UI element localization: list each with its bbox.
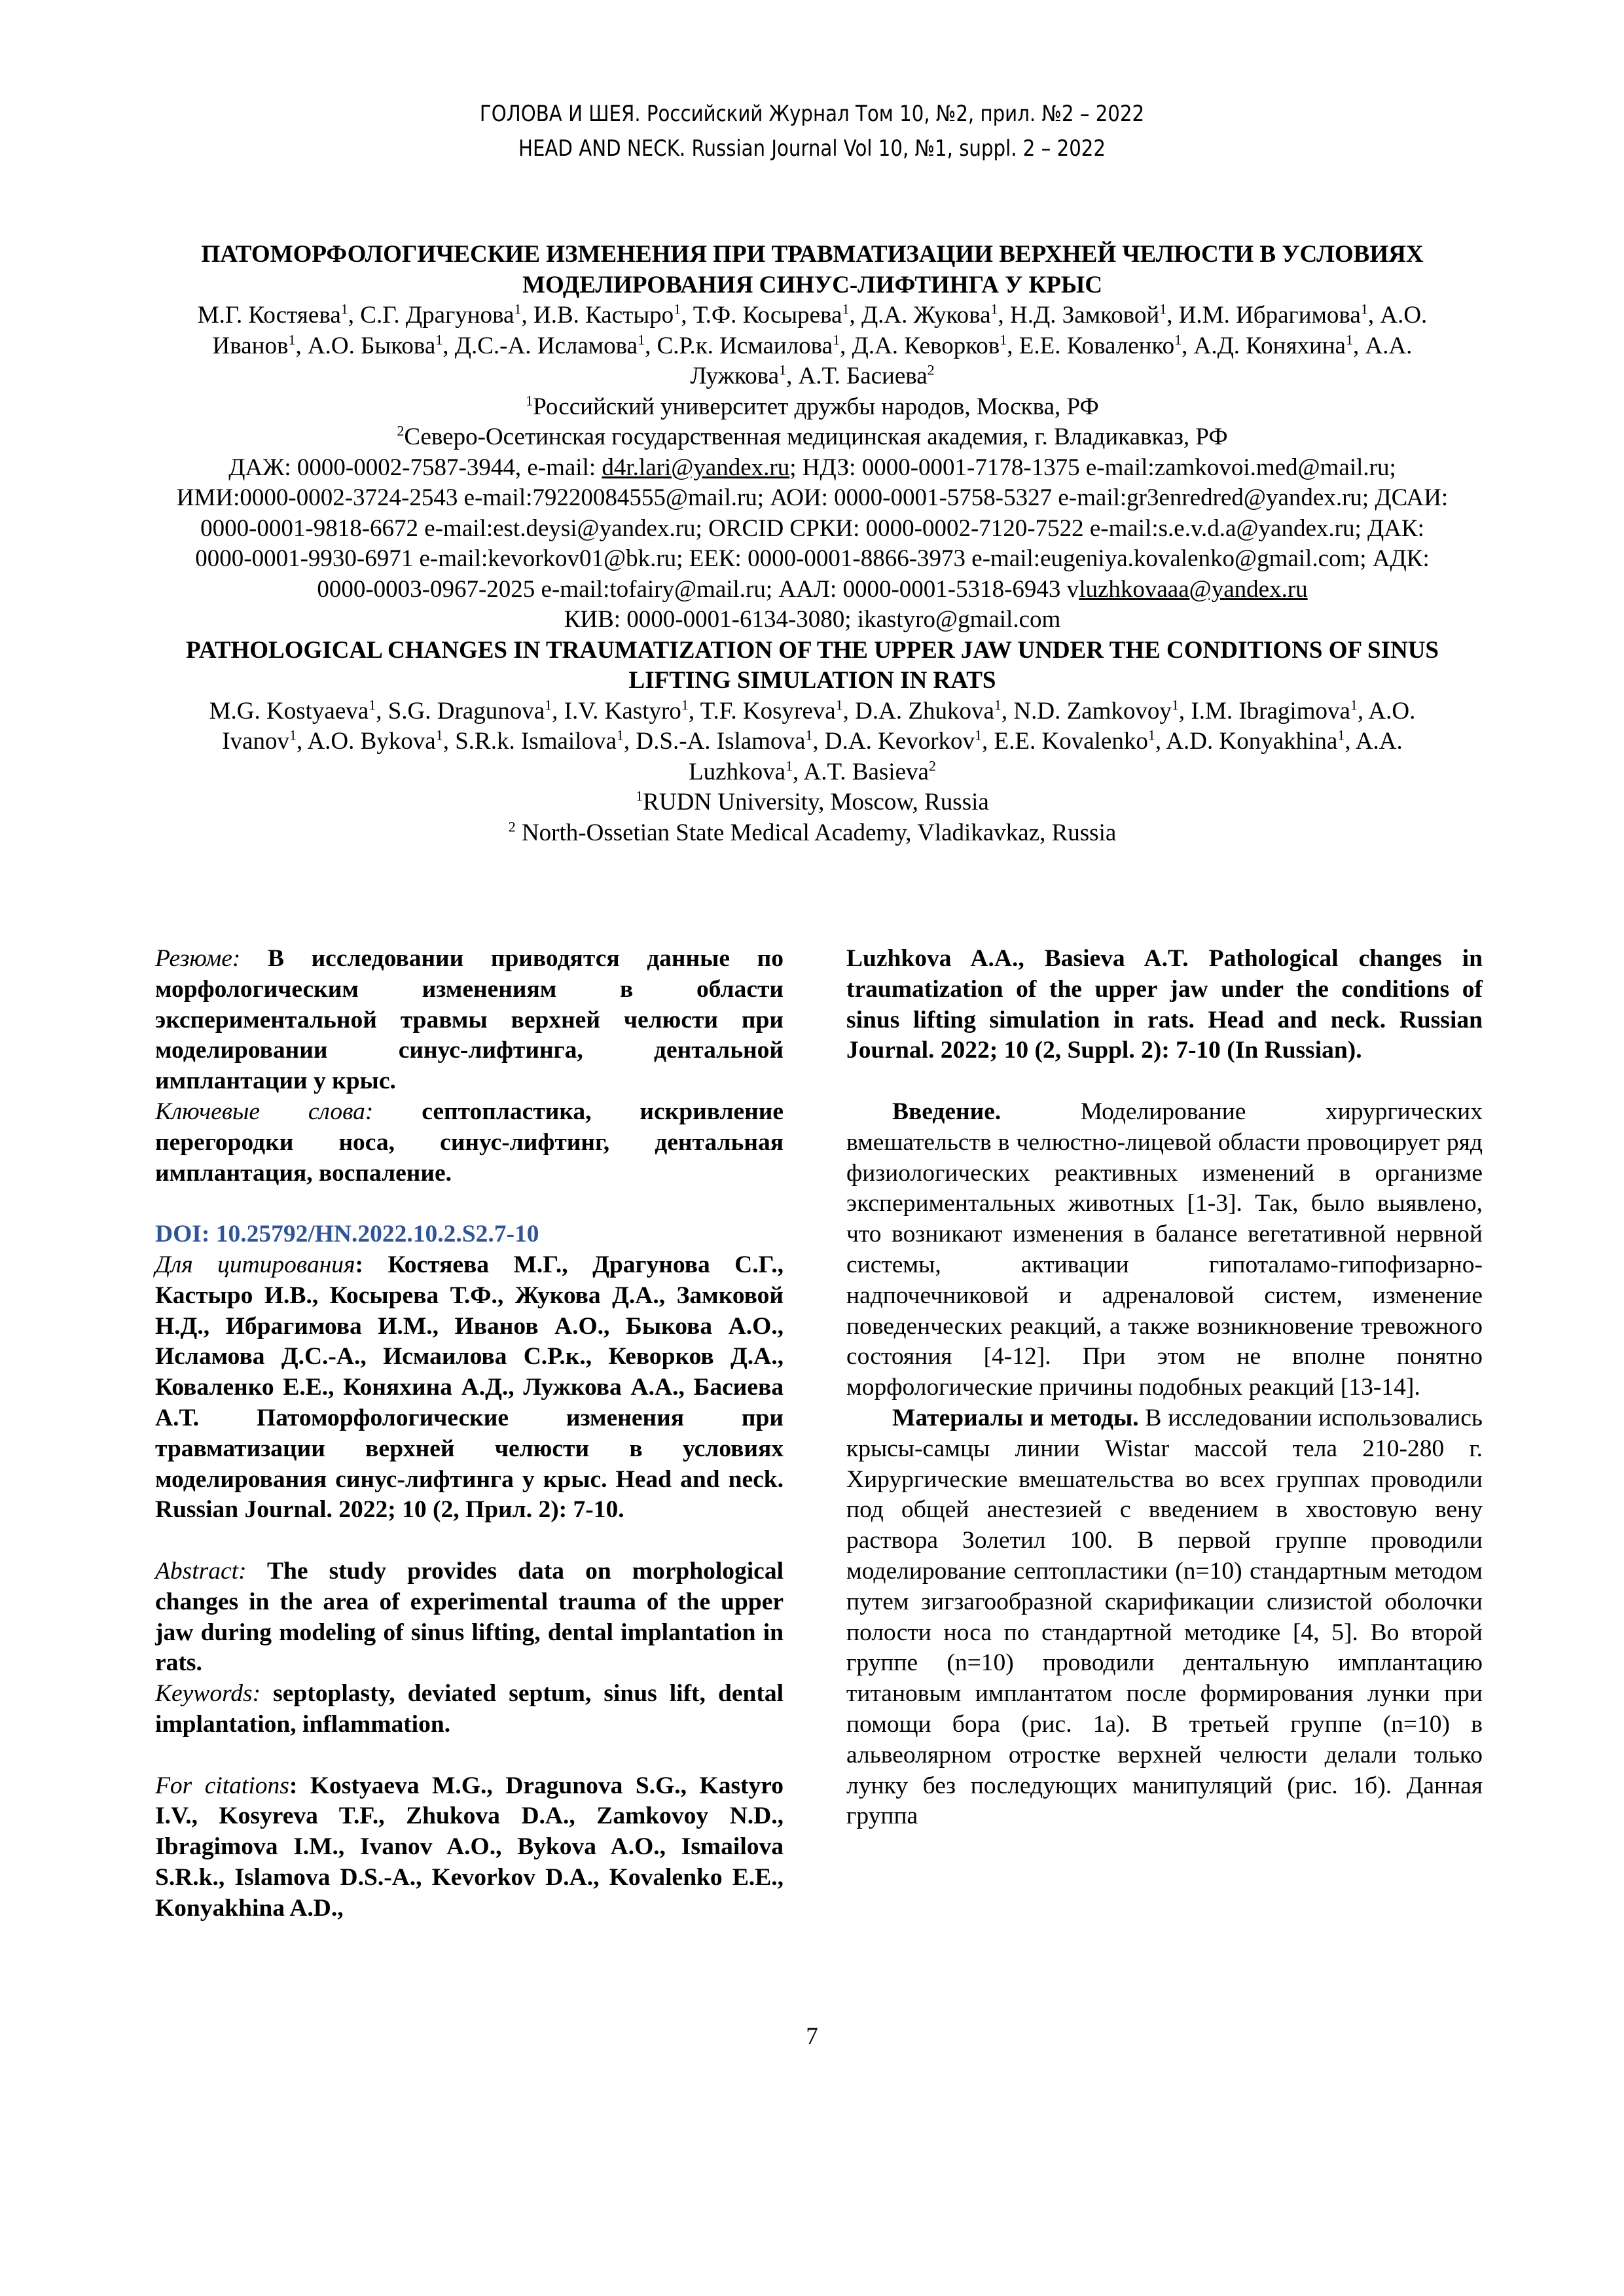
author: А.О. Быкова [307, 332, 436, 359]
resume-ru: Резюме: В исследовании приводятся данные по морфологическим изменениям в области экспериментальной травмы верхней челюсти при моделировании синус-лифтинга, дентальной имплантации у крыс. [155, 945, 784, 1095]
author: И.М. Ибрагимова [1178, 302, 1361, 329]
email-link-daj[interactable]: d4r.lari@yandex.ru [602, 454, 790, 481]
introduction-heading: Введение. [892, 1098, 1001, 1125]
author: А.О. Иванов [212, 302, 1428, 359]
citation-en: For citations: Kostyaeva M.G., Dragunova S.G., Kastyro I.V., Kosyreva T.F., Zhukova D.A., Zamkovoy N.D., Ibragimova I.M., Ivanov A.O., Bykova A.O., Ismailova S.R.k., Islamova D.S.-A., Kevorkov D.A., Kovalenko E.E., Konyakhina A.D., [155, 1772, 784, 1922]
title-en: PATHOLOGICAL CHANGES IN TRAUMATIZATION OF THE UPPER JAW UNDER THE CONDITIONS OF SINUS LIFTING SIMULATION IN RATS [185, 636, 1439, 694]
author: А.Д. Коняхина [1193, 332, 1346, 359]
authors-en: M.G. Kostyaeva$^1$, S.G. Dragunova$^1$, I.V. Kastyro$^1$, T.F. Kosyreva$^1$, D.A. Zhukova$^1$, N.D. Zamkovoy$^1$, I.M. Ibragimova$^1$, A.O. Ivanov$^1$, A.O. Bykova$^1$, S.R.k. Ismailova$^1$, D.S.-A. Islamova$^1$, D.A. Kevorkov$^1$, E.E. Kovalenko$^1$, A.D. Konyakhina$^1$, A.A. Luzhkova$^1$, A.T. Basieva$^2$ [209, 696, 1416, 785]
author: I.V. Kastyro [564, 697, 681, 725]
author: D.A. Zhukova [855, 697, 994, 725]
spacer [155, 1740, 784, 1771]
authors-ru: М.Г. Костяева$^1$, С.Г. Драгунова$^1$, И.В. Кастыро$^1$, Т.Ф. Косырева$^1$, Д.А. Жукова$^1$, Н.Д. Замковой$^1$, И.М. Ибрагимова$^1$, А.О. Иванов$^1$, А.О. Быкова$^1$, Д.С.-А. Исламова$^1$, С.Р.к. Исмаилова$^1$, Д.А. Кеворков$^1$, Е.Е. Коваленко$^1$, А.Д. Коняхина$^1$, А.А. Лужкова$^1$, А.Т. Басиева$^2$ [197, 300, 1428, 389]
page-number: 7 [806, 2023, 818, 2050]
author: М.Г. Костяева [197, 302, 341, 329]
author: T.F. Kosyreva [700, 697, 836, 725]
affiliation-ru-1: $^1$Российский университет дружбы народов, Москва, РФ [526, 392, 1099, 420]
author: I.M. Ibragimova [1191, 697, 1350, 725]
author: A.A. Luzhkova [689, 728, 1403, 785]
abstract-label: Abstract: [155, 1557, 247, 1585]
affiliation-en-1: $^1$RUDN University, Moscow, Russia [636, 787, 989, 816]
resume-label: Резюме: [155, 945, 241, 972]
email-link-aal[interactable]: luzhkovaaa@yandex.ru [1079, 575, 1308, 603]
author: A.D. Konyakhina [1166, 728, 1338, 755]
citation-ru: Для цитирования: Костяева М.Г., Драгунова С.Г., Кастыро И.В., Косырева Т.Ф., Жукова Д.А., Замковой Н.Д., Ибрагимова И.М., Иванов А.О., Быкова А.О., Исламова Д.С.-А., Исмаилова С.Р.к., Кеворков Д.А., Коваленко Е.Е., Коняхина А.Д., Лужкова А.А., Басиева А.Т. Патоморфологические изменения при травматизации верхней челюсти в условиях моделирования синус-лифтинга у крыс. Head and neck. Russian Journal. 2022; 10 (2, Прил. 2): 7-10. [155, 1251, 784, 1524]
contacts: ДАЖ: 0000-0002-7587-3944, e-mail: d4r.lari@yandex.ru; НДЗ: 0000-0001-7178-1375 e-mail:zamkovoi.med@mail.ru; ИМИ:0000-0002-3724-2543 e-mail:79220084555@mail.ru; АОИ: 0000-0001-5758-5327 e-mail:gr3enredred@yandex.ru; ДСАИ: 0000-0001-9818-6672 e-mail:est.deysi@yandex.ru; ORCID СРКИ: 0000-0002-7120-7522 e-mail:s.e.v.d.a@yandex.ru; ДАК: 0000-0001-9930-6971 e-mail:kevorkov01@bk.ru; ЕЕК: 0000-0001-8866-3973 e-mail:eugeniya.kovalenko@gmail.com; АДК: 0000-0003-0967-2025 e-mail:tofairy@mail.ru; ААЛ: 0000-0001-5318-6943 vluzhkovaaa@yandex.ru [176, 454, 1449, 603]
spacer [155, 1189, 784, 1219]
author: M.G. Kostyaeva [209, 697, 369, 725]
citation-en-label: For citations [155, 1772, 289, 1799]
keywords-ru: Ключевые слова: септопластика, искривление перегородки носа, синус-лифтинг, дентальная имплантация, воспаление. [155, 1098, 784, 1187]
running-head-en: HEAD AND NECK. Russian Journal Vol 10, №1, suppl. 2 – 2022 [518, 135, 1106, 162]
introduction-paragraph: Введение. Моделирование хирургических вмешательств в челюстно-лицевой области провоцирует ряд физиологических реактивных изменений в организме экспериментальных животных [1-3]. Так, было выявлено, что возникают изменения в балансе вегетативной нервной системы, активации гипоталамо-гипофизарно-надпочечниковой и адреналовой систем, изменение поведенческих реакций, а также возникновение тревожного состояния [4-12]. При этом не вполне понятно морфологические причины подобных реакций [13-14]. [846, 1098, 1483, 1401]
author: Е.Е. Коваленко [1019, 332, 1175, 359]
author: D.S.-A. Islamova [636, 728, 806, 755]
citation-ru-label: Для цитирования [155, 1251, 355, 1278]
author: D.A. Kevorkov [824, 728, 975, 755]
keywords-en-label: Keywords: [155, 1680, 261, 1708]
author: E.E. Kovalenko [994, 728, 1148, 755]
author: Н.Д. Замковой [1010, 302, 1160, 329]
methods-heading: Материалы и методы. [892, 1404, 1139, 1431]
author: A.O. Ivanov [222, 697, 1416, 755]
contacts-kiv: КИВ: 0000-0001-6134-3080; ikastyro@gmail.com [564, 606, 1061, 633]
author: S.R.k. Ismailova [455, 728, 617, 755]
right-column [846, 944, 1483, 1832]
keywords-en: Keywords: septoplasty, deviated septum, sinus lift, dental implantation, inflammation. [155, 1680, 784, 1738]
author: Д.С.-А. Исламова [454, 332, 638, 359]
front-matter [171, 240, 1453, 848]
author: А.А. Лужкова [690, 332, 1413, 389]
spacer [846, 1066, 1483, 1097]
author: Т.Ф. Косырева [693, 302, 842, 329]
title-ru: ПАТОМОРФОЛОГИЧЕСКИЕ ИЗМЕНЕНИЯ ПРИ ТРАВМАТИЗАЦИИ ВЕРХНЕЙ ЧЕЛЮСТИ В УСЛОВИЯХ МОДЕЛИРОВАНИЯ СИНУС-ЛИФТИНГА У КРЫС [201, 241, 1424, 298]
author: S.G. Dragunova [388, 697, 545, 725]
abstract-en: Abstract: The study provides data on morphological changes in the area of experimental trauma of the upper jaw during modeling of sinus lifting, dental implantation in rats. [155, 1557, 784, 1677]
spacer [155, 1526, 784, 1556]
author: Д.А. Жукова [861, 302, 991, 329]
citation-en-continued: Luzhkova A.A., Basieva A.T. Pathological changes in traumatization of the upper jaw under the conditions of sinus lifting simulation in rats. Head and neck. Russian Journal. 2022; 10 (2, Suppl. 2): 7-10 (In Russian). [846, 945, 1483, 1064]
author: С.Р.к. Исмаилова [657, 332, 833, 359]
author: A.O. Bykova [307, 728, 436, 755]
affiliation-ru-2: $^2$Северо-Осетинская государственная медицинская академия, г. Владикавказ, РФ [397, 422, 1228, 450]
methods-paragraph: Материалы и методы. В исследовании использовались крысы-самцы линии Wistar массой тела 210-280 г. Хирургические вмешательства во всех группах проводили под общей анестезией с введением в хвостовую вену раствора Золетил 100. В первой группе проводили моделирование септопластики (n=10) стандартным методом путем зигзагообразной скарификации слизистой оболочки полости носа по стандартной методике [4, 5]. Во второй группе (n=10) проводили дентальную имплантацию титановым имплантатом после формирования лунки при помощи бора (рис. 1а). В третьей группе (n=10) в альвеолярном отростке верхней челюсти делали только лунку без последующих манипуляций (рис. 1б). Данная группа [846, 1404, 1483, 1830]
author: И.В. Кастыро [533, 302, 674, 329]
author: A.T. Basieva [803, 758, 929, 785]
running-head-ru: ГОЛОВА И ШЕЯ. Российский Журнал Том 10, №2, прил. №2 – 2022 [479, 101, 1145, 127]
doi-link[interactable]: DOI: 10.25792/HN.2022.10.2.S2.7-10 [155, 1221, 539, 1248]
running-head [114, 97, 1511, 166]
affiliation-en-2: $^2$ North-Ossetian State Medical Academy, Vladikavkaz, Russia [508, 818, 1117, 846]
left-column [155, 944, 784, 1924]
author: А.Т. Басиева [798, 363, 928, 389]
keywords-ru-label: Ключевые слова: [155, 1098, 374, 1125]
author: N.D. Zamkovoy [1013, 697, 1172, 725]
author: С.Г. Драгунова [360, 302, 514, 329]
author: Д.А. Кеворков [852, 332, 1000, 359]
